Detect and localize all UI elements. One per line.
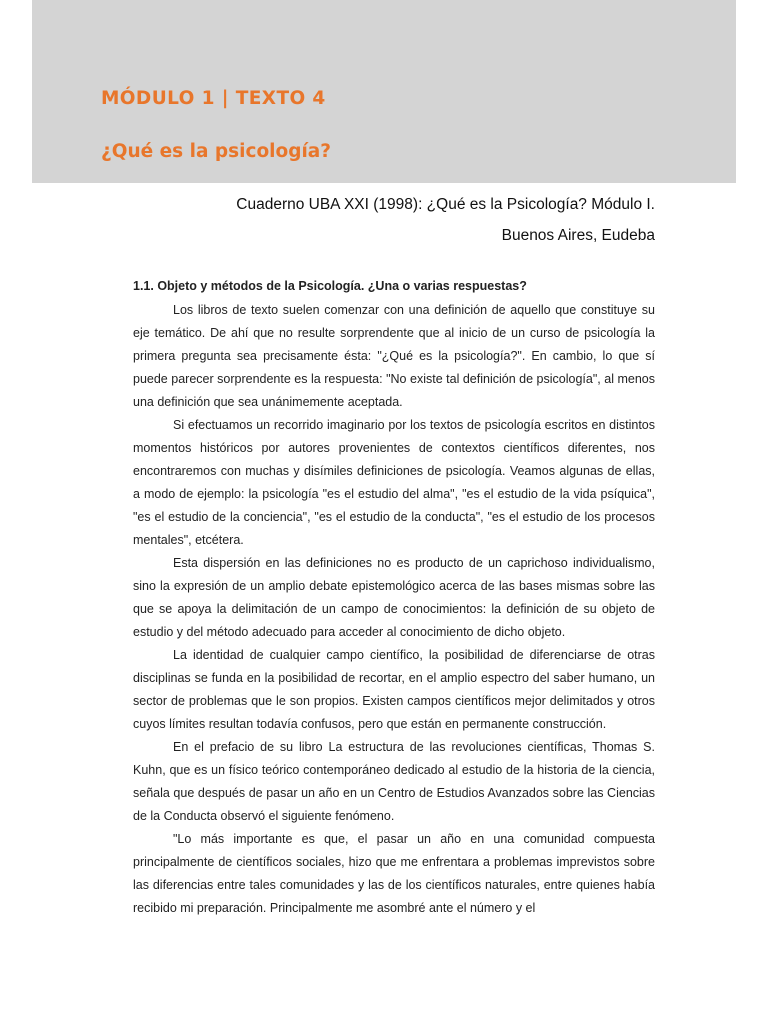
paragraph-4: La identidad de cualquier campo científico, la posibilidad de diferenciarse de otras disciplinas se funda en la posibilidad de recortar, en el amplio espectro del saber humano, un sector de problemas que le son propios. Existen campos científicos mejor delimitados y otros cuyos límites resultan todavía confusos, pero que están en permanente construcción. [133, 648, 655, 731]
paragraph-5: En el prefacio de su libro La estructura de las revoluciones científicas, Thomas S. Kuhn, que es un físico teórico contemporáneo dedicado al estudio de la historia de la ciencia, señala que después de pasar un año en un Centro de Estudios Avanzados sobre las Ciencias de la Conducta observó el siguiente fenómeno. [133, 740, 655, 823]
paragraph-3: Esta dispersión en las definiciones no es producto de un caprichoso individualismo, sino la expresión de un amplio debate epistemológico acerca de las bases mismas sobre las que se apoya la delimitación de un campo de conocimientos: la definición de su objeto de estudio y del método adecuado para acceder al conocimiento de dicho objeto. [133, 556, 655, 639]
paragraph-2: Si efectuamos un recorrido imaginario por los textos de psicología escritos en distintos momentos históricos por autores provenientes de contextos científicos diferentes, nos encontraremos con muchas y disímiles definiciones de psicología. Veamos algunas de ellas, a modo de ejemplo: la psicología "es el estudio del alma", "es el estudio de la vida psíquica", "es el estudio de la conciencia", "es el estudio de la conducta", "es el estudio de los procesos mentales", etcétera. [133, 418, 655, 547]
paragraph-6: "Lo más importante es que, el pasar un año en una comunidad compuesta principalmente de científicos sociales, hizo que me enfrentara a problemas imprevistos sobre las diferencias entre tales comunidades y las de los científicos naturales, entre quienes había recibido mi preparación. Principalmente me asombré ante el número y el [133, 832, 655, 915]
document-body [133, 275, 655, 920]
section-heading: 1.1. Objeto y métodos de la Psicología. ¿Una o varias respuestas? [133, 279, 527, 293]
paragraph-1: Los libros de texto suelen comenzar con una definición de aquello que constituye su eje temático. De ahí que no resulte sorprendente que al inicio de un curso de psicología la primera pregunta sea precisamente ésta: "¿Qué es la psicología?". En cambio, lo que sí puede parecer sorprendente es la respuesta: "No existe tal definición de psicología", al menos una definición que sea unánimemente aceptada. [133, 303, 655, 409]
module-label: MÓDULO 1 | TEXTO 4 [101, 88, 326, 109]
page-title: ¿Qué es la psicología? [101, 141, 332, 162]
citation-line-2: Buenos Aires, Eudeba [501, 227, 655, 244]
citation-line-1: Cuaderno UBA XXI (1998): ¿Qué es la Psicología? Módulo I. [236, 196, 655, 213]
